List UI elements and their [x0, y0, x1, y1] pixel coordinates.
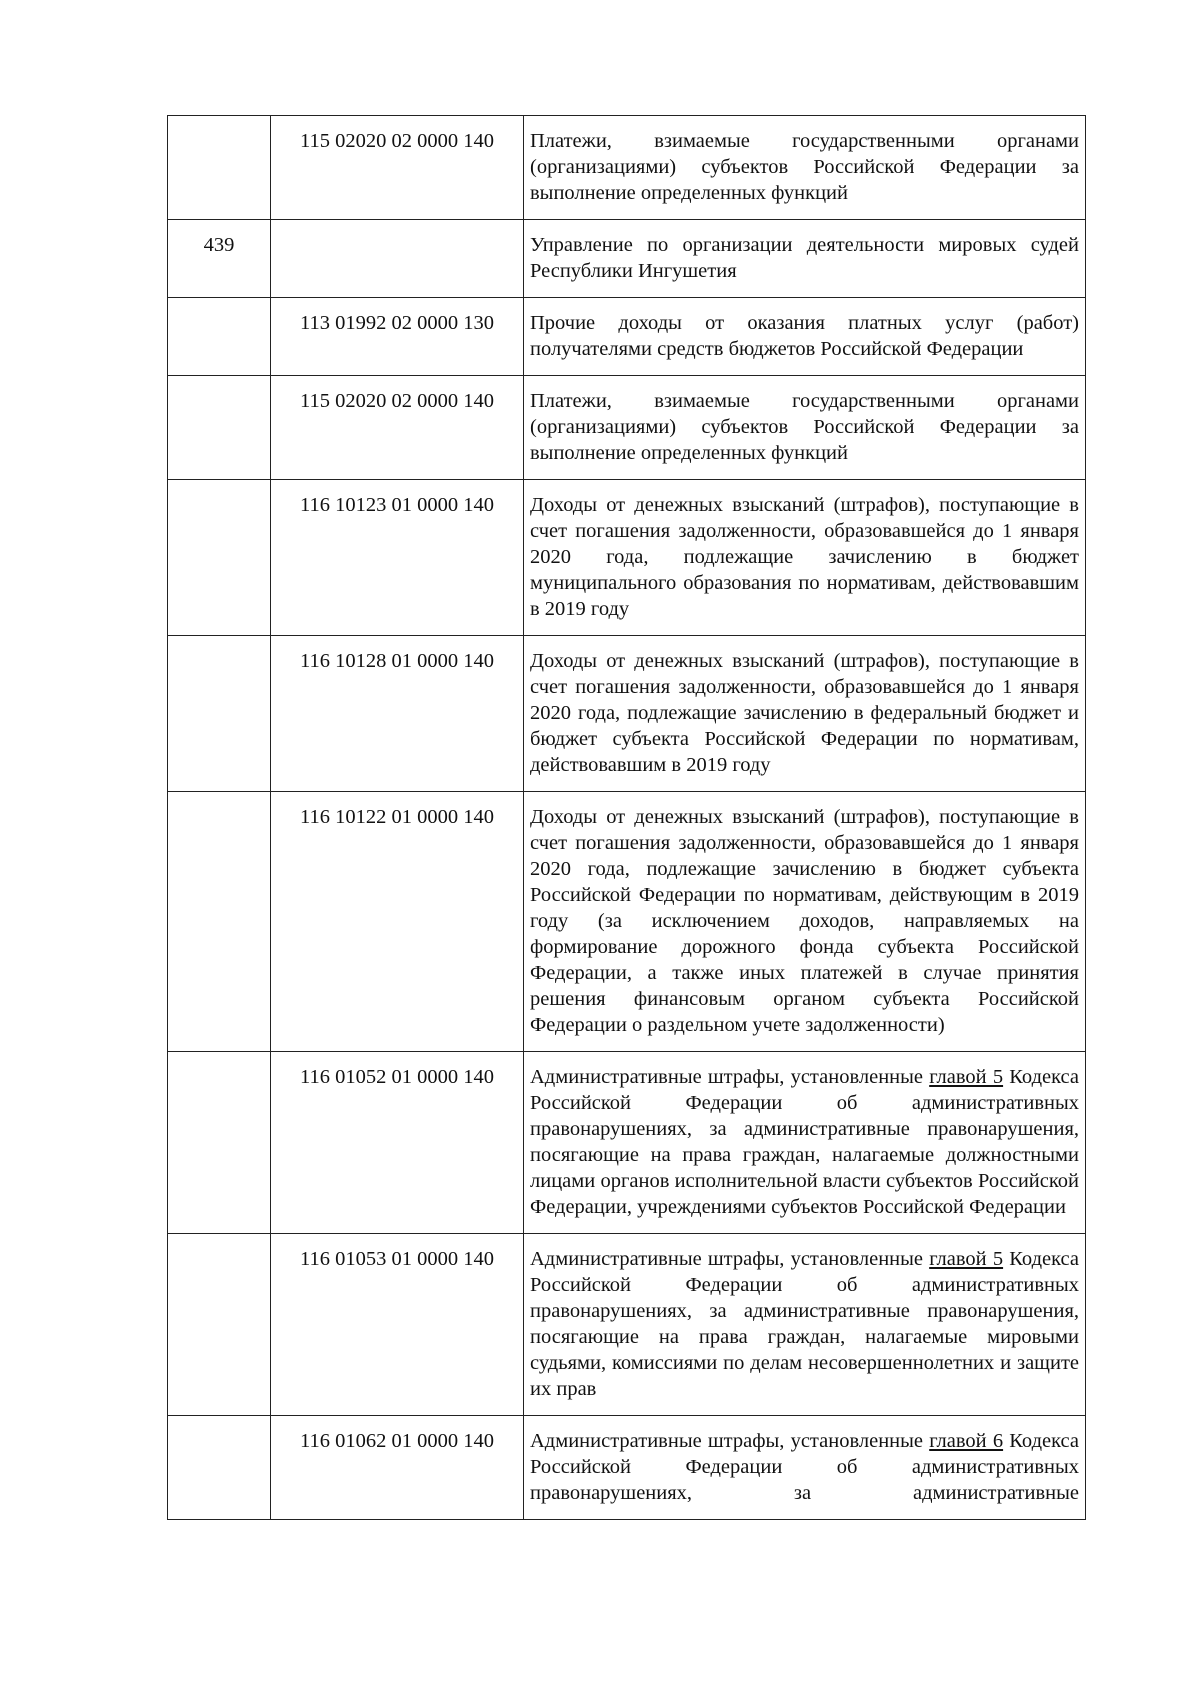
table-row	[168, 116, 1086, 220]
revenue-name-cell: Доходы от денежных взысканий (штрафов), поступающие в счет погашения задолженности, образовавшейся до 1 января 2020 года, подлежащие зачислению в федеральный бюджет и бюджет субъекта Российской Федерации по нормативам, действовавшим в 2019 году	[524, 636, 1086, 792]
name-text: Кодекса Российской Федерации об административных правонарушениях, за административные правонарушения, посягающие на права граждан, налагаемые мировыми судьями, комиссиями по делам несовершеннолетних и защите их прав	[530, 1248, 1079, 1400]
admin-code-cell	[168, 636, 271, 792]
name-text: Административные штрафы, установленные	[530, 1066, 930, 1088]
revenue-name-cell: Платежи, взимаемые государственными органами (организациями) субъектов Российской Федерации за выполнение определенных функций	[524, 376, 1086, 480]
table-row	[168, 220, 1086, 298]
table-row	[168, 1052, 1086, 1234]
revenue-name-cell	[524, 1052, 1086, 1234]
admin-code-cell: 439	[168, 220, 271, 298]
revenue-code-cell: 116 01062 01 0000 140	[271, 1416, 524, 1520]
admin-code-cell	[168, 1234, 271, 1416]
revenue-code-cell: 113 01992 02 0000 130	[271, 298, 524, 376]
revenue-code-cell: 116 10128 01 0000 140	[271, 636, 524, 792]
revenue-code-cell: 115 02020 02 0000 140	[271, 376, 524, 480]
revenue-code-cell: 116 10122 01 0000 140	[271, 792, 524, 1052]
name-text: Кодекса Российской Федерации об административных правонарушениях, за административные правонарушения, посягающие на права граждан, налагаемые должностными лицами органов исполнительной власти субъектов Российской Федерации, учреждениями субъектов Российской Федерации	[530, 1066, 1079, 1218]
revenue-code-cell: 115 02020 02 0000 140	[271, 116, 524, 220]
table-row	[168, 1416, 1086, 1520]
admin-code-cell	[168, 1052, 271, 1234]
revenue-code-cell: 116 01053 01 0000 140	[271, 1234, 524, 1416]
revenue-name-cell: Прочие доходы от оказания платных услуг (работ) получателями средств бюджетов Российской Федерации	[524, 298, 1086, 376]
chapter-link[interactable]: главой 5	[929, 1248, 1004, 1270]
revenue-name-cell: Платежи, взимаемые государственными органами (организациями) субъектов Российской Федерации за выполнение определенных функций	[524, 116, 1086, 220]
table-row	[168, 792, 1086, 1052]
admin-code-cell	[168, 1416, 271, 1520]
name-text: Административные штрафы, установленные	[530, 1430, 930, 1452]
chapter-link[interactable]: главой 5	[929, 1066, 1004, 1088]
revenue-name-cell	[524, 1416, 1086, 1520]
table-row	[168, 636, 1086, 792]
revenue-codes-table	[167, 115, 1086, 1520]
admin-code-cell	[168, 480, 271, 636]
admin-code-cell	[168, 376, 271, 480]
revenue-code-cell: 116 01052 01 0000 140	[271, 1052, 524, 1234]
revenue-code-cell	[271, 220, 524, 298]
chapter-link[interactable]: главой 6	[929, 1430, 1004, 1452]
revenue-name-cell: Доходы от денежных взысканий (штрафов), поступающие в счет погашения задолженности, образовавшейся до 1 января 2020 года, подлежащие зачислению в бюджет муниципального образования по нормативам, действовавшим в 2019 году	[524, 480, 1086, 636]
admin-code-cell	[168, 116, 271, 220]
administrator-name-cell: Управление по организации деятельности мировых судей Республики Ингушетия	[524, 220, 1086, 298]
revenue-name-cell	[524, 1234, 1086, 1416]
table-row	[168, 480, 1086, 636]
admin-code-cell	[168, 792, 271, 1052]
name-text: Кодекса Российской Федерации об административных правонарушениях, за административные	[530, 1430, 1079, 1504]
revenue-code-cell: 116 10123 01 0000 140	[271, 480, 524, 636]
admin-code-cell	[168, 298, 271, 376]
table-row	[168, 1234, 1086, 1416]
table-row	[168, 376, 1086, 480]
revenue-name-cell: Доходы от денежных взысканий (штрафов), поступающие в счет погашения задолженности, образовавшейся до 1 января 2020 года, подлежащие зачислению в бюджет субъекта Российской Федерации по нормативам, действующим в 2019 году (за исключением доходов, направляемых на формирование дорожного фонда субъекта Российской Федерации, а также иных платежей в случае принятия решения финансовым органом субъекта Российской Федерации о раздельном учете задолженности)	[524, 792, 1086, 1052]
name-text: Административные штрафы, установленные	[530, 1248, 930, 1270]
table-row	[168, 298, 1086, 376]
